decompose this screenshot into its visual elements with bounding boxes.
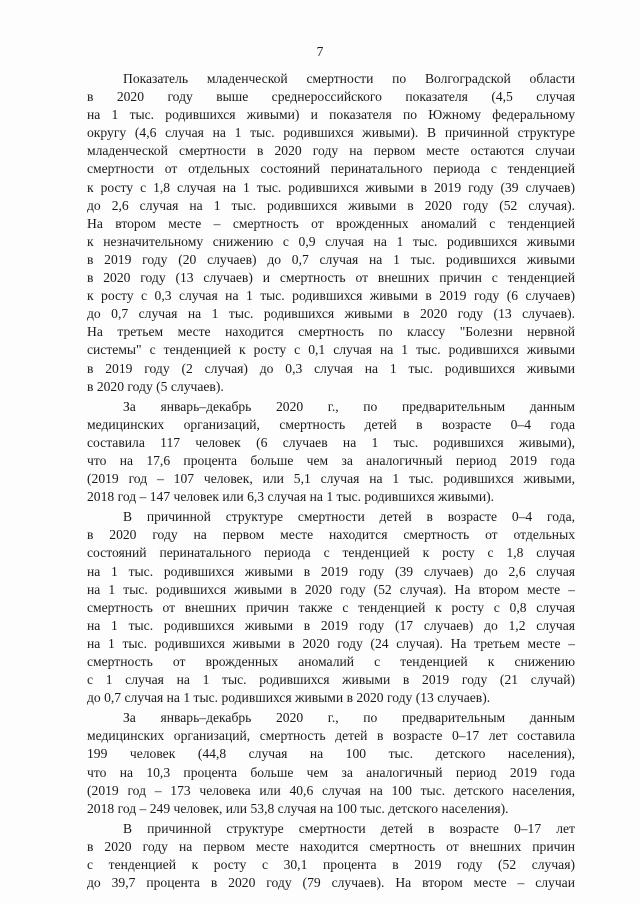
text-line: медицинских организаций, смертность детей в возрасте 0–4 года [87, 416, 575, 432]
text-line: в 2019 году (20 случаев) до 0,7 случая на 1 тыс. родившихся живыми [87, 251, 575, 267]
text-line: В причинной структуре смертности детей в возрасте 0–4 года, [123, 509, 575, 525]
paragraph-causes-0-17 [87, 820, 575, 892]
text-line: медицинских организаций, смертность детей в возрасте 0–17 лет составила [87, 728, 575, 744]
text-line: В причинной структуре смертности детей в возрасте 0–17 лет [123, 820, 575, 836]
text-line: с тенденцией к росту с 30,1 процента в 2019 году (52 случая) [87, 857, 575, 873]
text-line: состояний перинатального периода с тенденцией к росту с 1,8 случая [87, 545, 575, 561]
text-line: На втором месте – смертность от врожденных аномалий с тенденцией [87, 215, 575, 231]
text-line: 2018 год – 147 человек или 6,3 случая на 1 тыс. родившихся живыми). [87, 489, 495, 505]
text-line: что на 10,3 процента больше чем за аналогичный период 2019 года [87, 764, 575, 780]
text-line: в 2019 году (2 случая) до 0,3 случая на 1 тыс. родившихся живыми [87, 360, 575, 376]
paragraph-mortality-0-17 [87, 709, 575, 818]
text-line: на 1 тыс. родившихся живыми в 2019 году (39 случаев) до 2,6 случая [87, 563, 575, 579]
text-line: смертность от врожденных аномалий с тенденцией к снижению [87, 654, 575, 669]
text-line: на 1 тыс. родившихся живыми в 2020 году (24 случая). На третьем месте – [87, 635, 575, 651]
text-line: к росту с 1,8 случая на 1 тыс. родившихся живыми в 2019 году (39 случаев) [87, 179, 575, 195]
text-line: (2019 год – 107 человек, или 5,1 случая на 1 тыс. родившихся живыми, [87, 471, 575, 487]
text-line: системы" с тенденцией к росту с 0,1 случая на 1 тыс. родившихся живыми [87, 342, 575, 358]
text-line: 199 человек (44,8 случая на 100 тыс. детского населения), [87, 746, 575, 762]
text-line: к незначительному снижению с 0,9 случая на 1 тыс. родившихся живыми [87, 233, 575, 249]
text-line: За январь–декабрь 2020 г., по предварительным данным [123, 710, 575, 726]
page-number: 7 [316, 44, 324, 59]
text-line: смертности от отдельных состояний перинатального периода с тенденцией [87, 161, 575, 177]
text-line: округу (4,6 случая на 1 тыс. родившихся живыми). В причинной структуре [87, 125, 575, 141]
text-line: с 1 случая на 1 тыс. родившихся живыми в 2019 году (21 случай) [87, 672, 575, 688]
text-line: в 2020 году выше среднероссийского показателя (4,5 случая [87, 89, 575, 105]
text-line: до 0,7 случая на 1 тыс. родившихся живыми в 2020 году (13 случаев). [87, 306, 575, 322]
text-line: смертность от внешних причин также с тенденцией к росту с 0,8 случая [87, 599, 575, 615]
paragraph-mortality-0-4 [87, 398, 575, 507]
text-line: на 1 тыс. родившихся живыми в 2020 году (52 случая). На втором месте – [87, 581, 575, 597]
text-line: младенческой смертности в 2020 году на первом месте остаются случаи [87, 143, 575, 159]
text-line: 2018 год – 249 человек, или 53,8 случая на 100 тыс. детского населения). [87, 800, 509, 816]
text-line: За январь–декабрь 2020 г., по предварительным данным [123, 398, 575, 414]
paragraph-infant-mortality [87, 70, 575, 396]
text-line: к росту с 0,3 случая на 1 тыс. родившихся живыми в 2019 году (6 случаев) [87, 288, 575, 304]
text-line: до 39,7 процента в 2020 году (79 случаев). На втором месте – случаи [87, 875, 575, 891]
body-text [87, 70, 575, 892]
text-line: на 1 тыс. родившихся живыми) и показателя по Южному федеральному [87, 107, 575, 123]
text-line: в 2020 году (5 случаев). [87, 378, 224, 394]
text-line: в 2020 году на первом месте находится смертность от внешних причин [87, 838, 575, 854]
text-line: Показатель младенческой смертности по Волгоградской области [123, 71, 575, 86]
paragraph-causes-0-4 [87, 508, 575, 707]
text-line: составила 117 человек (6 случаев на 1 тыс. родившихся живыми), [87, 434, 575, 450]
text-line: что на 17,6 процента больше чем за аналогичный период 2019 года [87, 452, 575, 468]
text-line: На третьем месте находится смертность по классу "Болезни нервной [87, 324, 575, 340]
text-line: до 2,6 случая на 1 тыс. родившихся живыми в 2020 году (52 случая). [87, 197, 575, 213]
text-line: до 0,7 случая на 1 тыс. родившихся живыми в 2020 году (13 случаев). [87, 690, 491, 706]
text-line: (2019 год – 173 человека или 40,6 случая на 100 тыс. детского населения, [87, 782, 575, 798]
text-line: в 2020 году (13 случаев) и смертность от внешних причин с тенденцией [87, 270, 575, 286]
text-line: на 1 тыс. родившихся живыми в 2019 году (17 случаев) до 1,2 случая [87, 617, 575, 633]
text-line: в 2020 году на первом месте находится смертность от отдельных [87, 527, 575, 543]
